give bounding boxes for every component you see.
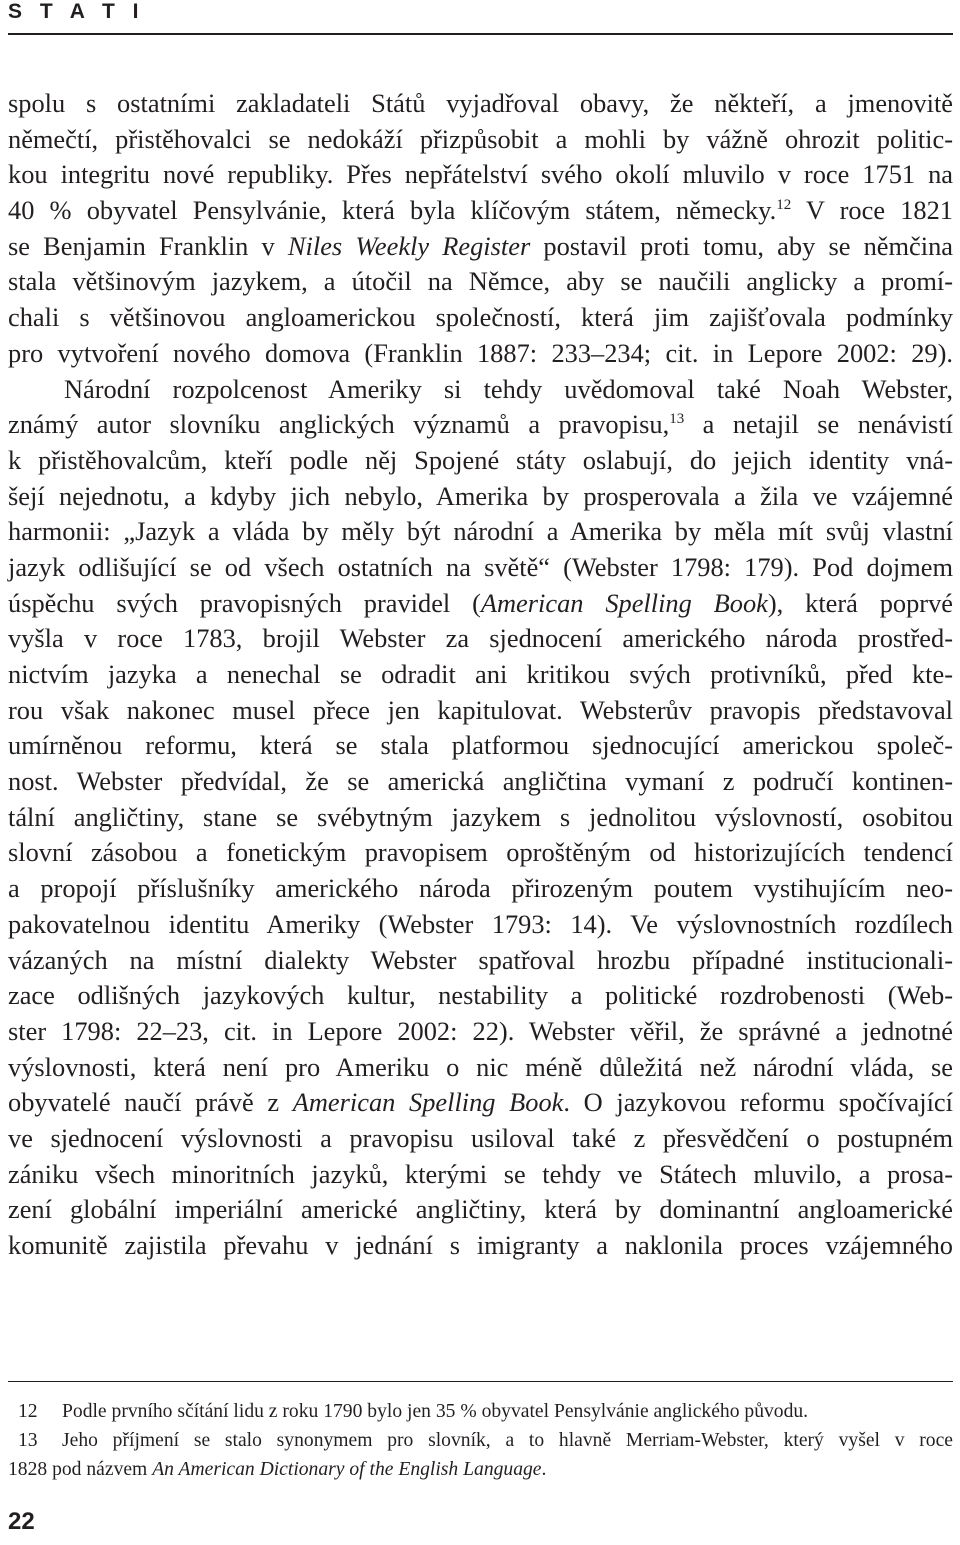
text-line: komunitě zajistila převahu v jednání s imigranty a naklonila proces vzájemného bbox=[8, 1230, 953, 1260]
text-line: výslovnosti, která není pro Ameriku o nic méně důležitá než národní vláda, se bbox=[8, 1051, 953, 1082]
footnote-text: 1828 pod názvem bbox=[8, 1459, 153, 1480]
footnote-number: 12 bbox=[18, 1401, 38, 1422]
italic-title: American Spelling Book bbox=[480, 587, 768, 618]
text-line: spolu s ostatními zakladateli Států vyjadřoval obavy, že někteří, a jmenovitě bbox=[8, 88, 953, 118]
text-line: stala většinovým jazykem, a útočil na Němce, aby se naučili anglicky a promí- bbox=[8, 266, 953, 297]
footnote-text: Podle prvního sčítání lidu z roku 1790 bylo jen 35 % obyvatel Pensylvánie anglického původu. bbox=[62, 1401, 809, 1422]
text-line: a propojí příslušníky amerického národa přirozeným poutem vystihujícím neo- bbox=[8, 873, 953, 904]
footnote-13 bbox=[8, 1426, 953, 1455]
italic-title: Niles Weekly Register bbox=[287, 230, 531, 261]
text-line: šejí nejednotu, a kdyby jich nebylo, Amerika by prosperovala a žila ve vzájemné bbox=[8, 480, 953, 511]
page-number: 22 bbox=[8, 1508, 35, 1535]
text-line: němečtí, přistěhovalci se nedokáží přizpůsobit a mohli by vážně ohrozit politic- bbox=[8, 123, 953, 154]
text-line: Národní rozpolcenost Ameriky si tehdy uvědomoval také Noah Webster, bbox=[64, 373, 953, 404]
text-line: známý autor slovníku anglických významů a pravopisu,$^{13}$ a netajil se nenávistí bbox=[8, 409, 953, 440]
footnote-13-cont: 1828 pod názvem An American Dictionary of the English Language. bbox=[8, 1459, 547, 1480]
text-line: obyvatelé naučí právě z American Spelling Book. O jazykovou reformu spočívající bbox=[8, 1087, 953, 1118]
text-line: vázaných na místní dialekty Webster spatřoval hrozbu případné institucionali- bbox=[8, 944, 953, 975]
text-line: tální angličtiny, stane se svébytným jazykem s jednolitou výslovností, osobitou bbox=[8, 801, 953, 832]
main-body-text bbox=[8, 86, 953, 1264]
text-line: zace odlišných jazykových kultur, nestability a politické rozdrobenosti (Web- bbox=[8, 980, 953, 1011]
footnote-text: Jeho příjmení se stalo synonymem pro slovník, a to hlavně Merriam-Webster, který vyšel v roce bbox=[62, 1430, 953, 1451]
text-line: chali s většinovou angloamerickou společností, která jim zajišťovala podmínky bbox=[8, 302, 953, 333]
italic-title: An American Dictionary of the English Language bbox=[152, 1459, 542, 1480]
text-line: úspěchu svých pravopisných pravidel (American Spelling Book), která poprvé bbox=[8, 587, 953, 618]
footnote-rule bbox=[8, 1381, 953, 1382]
text-line: rou však nakonec musel přece jen kapitulovat. Websterův pravopis představoval bbox=[8, 694, 953, 725]
footnote-ref-13: 13 bbox=[669, 411, 685, 428]
text-line: ster 1798: 22–23, cit. in Lepore 2002: 22). Webster věřil, že správné a jednotné bbox=[8, 1015, 953, 1046]
text-line: jazyk odlišující se od všech ostatních na světě“ (Webster 1798: 179). Pod dojmem bbox=[8, 551, 953, 582]
footnote-ref-12: 12 bbox=[776, 197, 792, 214]
text-line: umírněnou reformu, která se stala platformou sjednocující americkou společ- bbox=[8, 730, 953, 761]
text-line: harmonii: „Jazyk a vláda by měly být národní a Amerika by měla mít svůj vlastní bbox=[8, 516, 953, 547]
text-line: nictvím jazyka a nenechal se odradit ani kritikou svých protivníků, před kte- bbox=[8, 659, 953, 689]
text-line: slovní zásobou a fonetickým pravopisem oproštěným od historizujících tendencí bbox=[8, 837, 953, 868]
text-line: zániku všech minoritních jazyků, kterými se tehdy ve Státech mluvilo, a prosa- bbox=[8, 1158, 953, 1189]
italic-title: American Spelling Book bbox=[292, 1087, 564, 1118]
text-line: pakovatelnou identitu Ameriky (Webster 1793: 14). Ve výslovnostních rozdílech bbox=[8, 908, 953, 939]
text-line: vyšla v roce 1783, brojil Webster za sjednocení amerického národa prostřed- bbox=[8, 623, 953, 654]
text-line: 40 % obyvatel Pensylvánie, která byla klíčovým státem, německy.$^{12}$ V roce 1821 bbox=[8, 195, 953, 226]
text-line: nost. Webster předvídal, že se americká angličtina vymaní z područí kontinen- bbox=[8, 766, 953, 797]
running-header: S T A T I bbox=[8, 0, 145, 23]
footnote-number: 13 bbox=[18, 1430, 38, 1451]
footnote-12 bbox=[8, 1397, 953, 1426]
text-line: se Benjamin Franklin v Niles Weekly Register postavil proti tomu, aby se němčina bbox=[8, 230, 953, 261]
text-line: k přistěhovalcům, kteří podle něj Spojené státy oslabují, do jejich identity vná- bbox=[8, 444, 953, 475]
text-line: ve sjednocení výslovnosti a pravopisu usiloval také z přesvědčení o postupném bbox=[8, 1122, 953, 1153]
footnotes bbox=[8, 1397, 953, 1484]
text-line: zení globální imperiální americké angličtiny, která by dominantní angloamerické bbox=[8, 1194, 953, 1225]
text-line: pro vytvoření nového domova (Franklin 1887: 233–234; cit. in Lepore 2002: 29). bbox=[8, 337, 953, 368]
header-rule bbox=[8, 33, 953, 35]
text-line: kou integritu nové republiky. Přes nepřátelství svého okolí mluvilo v roce 1751 na bbox=[8, 159, 953, 190]
